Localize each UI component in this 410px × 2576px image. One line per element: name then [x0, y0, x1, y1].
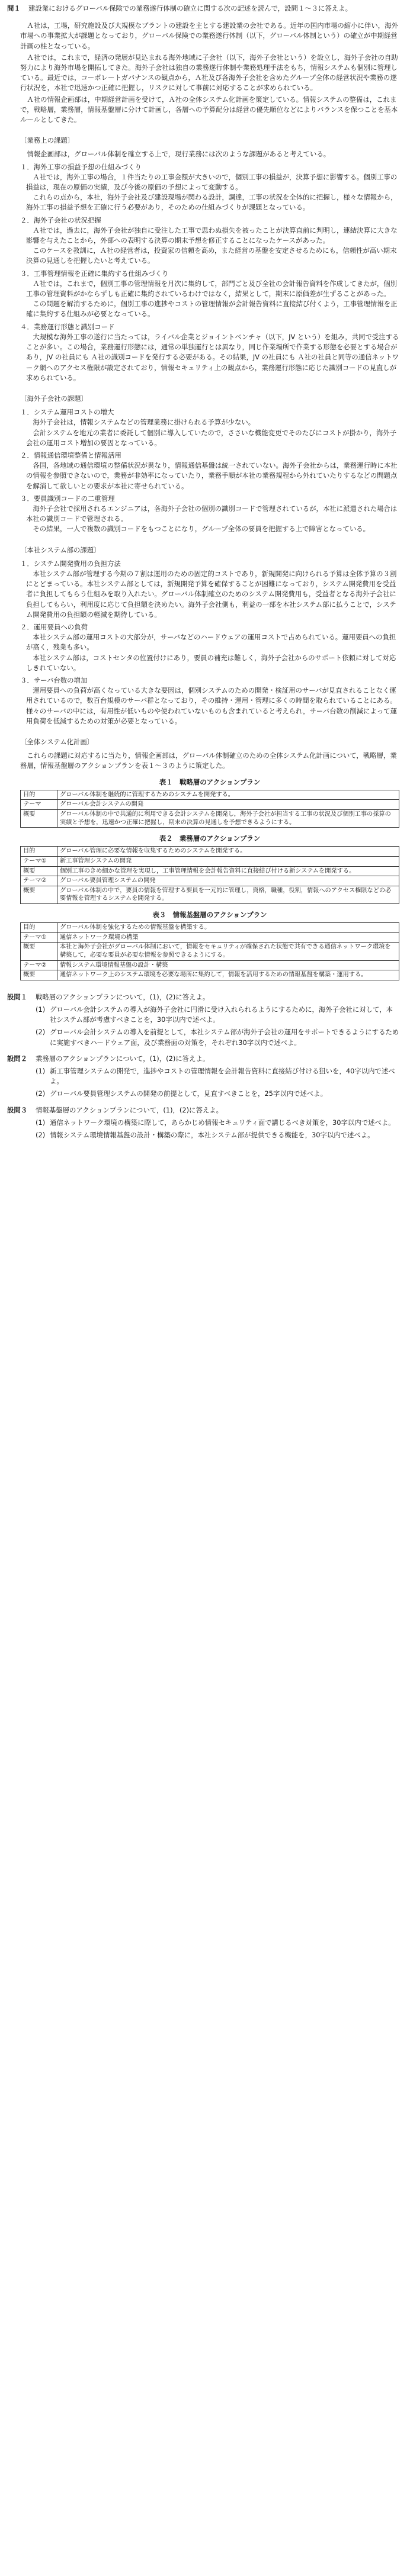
overseas-issue-item-title: ２．情報通信環境整備と情報活用 [20, 451, 121, 459]
setsumon [7, 992, 399, 1002]
intro-paragraph-1: Ａ社は，工場，研究施設及び大規模なプラントの建設を主とする建設業の会社である。近年の国内市場の縮小に伴い，海外市場への事業拡大が課題となっており，グローバル保険での業務遂行体制（以下，グローバル体制という）の確立が中期経営計画の柱となっている。 [20, 21, 398, 50]
table-row [21, 866, 399, 876]
table-row [21, 886, 399, 903]
business-issue-item-paragraph: この問題を解消するために，個別工事の進捗やコストの管理情報が会計報告資料に直接結び付くよう，工事管理情報を正確に集約する仕組みが必要となっている。 [26, 300, 398, 319]
table-row [21, 790, 399, 800]
business-issues-lead-wrap [20, 149, 399, 159]
business-issue-item [20, 216, 399, 266]
hq-issue-item [20, 559, 399, 620]
table-row-head: 目的 [21, 923, 57, 933]
table-row [21, 932, 399, 943]
hq-issue-item-paragraph: 本社システム部の運用コストの大部分が，サーバなどのハードウェアの運用コストで占められている。運用要員への負担が高く，残業も多い。 [26, 633, 396, 652]
setsumon-label: 設問２ [7, 1054, 28, 1063]
section-heading-overseas-issues: 〔海外子会社の課題〕 [20, 394, 88, 403]
table-row-body: グローバル体制を強化するための情報基盤を構築する。 [57, 923, 399, 933]
table-row-head: 概要 [21, 810, 57, 828]
business-issue-item-paragraph: Ａ社では，過去に，海外子会社が独自に受注した工事で思わぬ損失を被ったことが決算直前に判明し，連結決算に大きな影響を与えたことから，外部への表明する決算の期末予想を修正することになったケースがあった。 [26, 226, 398, 245]
intro-block [20, 21, 399, 125]
question-number: 問１ [7, 4, 21, 12]
overseas-issue-item-paragraph: その結果，一人で複数の識別コードをもつことになり，グループ全体の要員を把握する上で障害となっている。 [33, 525, 370, 533]
sub-question-text: 通信ネットワーク環境の構築に際して，あらかじめ情報セキュリティ面で講じるべき対策を，30字以内で述べよ。 [50, 1118, 395, 1127]
table-row-body: 本社と海外子会社がグローバル体制において，情報をセキュリティが確保された状態で共有できる通信ネットワーク環境を構築して，必要な要員が必要な情報を参照できるようにする。 [57, 943, 399, 960]
table-row [21, 856, 399, 866]
table-row [21, 923, 399, 933]
business-issue-item-paragraph: 大規模な海外工事の遂行に当たっては，ライバル企業とジョイントベンチャ（以下，JV という）を組み，共同で受注することが多い。この場合，業務運行形態には，通常の単独運行とは異なり，同じ作業場所で作業する形態を必要とする場合があり，JV の社員にも Ａ社の識別コードを発行する必要がある。その結果，JV の社員にも Ａ社の社員と同等の通信ネットワーク網へのアクセス権限が設定されており，情報セキュリティ上の観点から，業務運行形態に応じた識別コードの見直しが求められている。 [26, 332, 399, 382]
setsumon-text: 業務層のアクションプランについて，(1)，(2)に答えよ。 [36, 1054, 210, 1063]
table-row-head: 概要 [21, 943, 57, 960]
sub-question-number: (1) [36, 1005, 46, 1014]
overall-plan-wrap [20, 751, 399, 771]
table-caption: 表２ 業務層のアクションプラン [159, 834, 261, 843]
setsumon-sub-question [36, 1027, 399, 1047]
sub-question-number: (2) [36, 1028, 46, 1037]
setsumon [7, 1054, 399, 1064]
hq-issue-item-title: １．システム開発費用の負担方法 [20, 559, 121, 568]
business-issue-item-title: １．海外工事の損益予想の仕組みづくり [20, 162, 142, 171]
overseas-issue-item-title: ３．要員識別コードの二重管理 [20, 494, 115, 503]
table-row-head: 概要 [21, 970, 57, 980]
table-row-body: 通信ネットワーク上のシステム環境を必要な場所に集約して，情報を活用するための情報基盤を構築・運用する。 [57, 970, 399, 980]
setsumon-sub-question [36, 1130, 399, 1140]
overseas-issues-list [7, 407, 399, 534]
overseas-issue-item-title: １．システム運用コストの増大 [20, 408, 114, 417]
table-row-head: テーマ① [21, 856, 57, 866]
business-issue-item-paragraph: Ａ社では，これまで，個別工事の管理情報を月次に集約して，部門ごと及び全社の会計報告資料を作成してきたが，個別工事の管理資料がかならずしも正確に集約されているわけではなく，結果として，期末に原価差が生ずることがあった。 [26, 279, 398, 298]
table-row-head: 概要 [21, 866, 57, 876]
table-row-body: グローバル管理に必要な情報を収集するためのシステムを開発する。 [57, 847, 399, 857]
sub-question-text: グローバル会計システムの導入が海外子会社に円滑に受け入れられるようにするために，海外子会社に対して，本社システム部が考慮すべきことを，30字以内で述べよ。 [50, 1005, 393, 1024]
table-row [21, 800, 399, 810]
action-plan-table [20, 846, 399, 904]
action-plan-table [20, 790, 399, 828]
hq-issue-item-paragraph: 本社システム部は，コストセンタの位置付けにあり，要員の補充は難しく，海外子会社からのサポート依頼に対して対応しきれていない。 [26, 653, 396, 672]
business-issues-lead: 情報企画部は，グローバル体制を確立する上で，現行業務には次のような課題があると考えている。 [27, 150, 331, 159]
sub-question-number: (2) [36, 1130, 46, 1139]
table-row-body: 通信ネットワーク環境の構築 [57, 932, 399, 943]
business-issue-item-title: ４．業務運行形態と識別コード [20, 322, 115, 331]
sub-question-number: (1) [36, 1118, 46, 1127]
business-issue-item-title: ２．海外子会社の状況把握 [20, 216, 101, 224]
hq-issue-item-title: ３．サーバ台数の増加 [20, 676, 88, 684]
intro-paragraph-2: Ａ社では，これまで，経済の発展が見込まれる海外地域に子会社（以下，海外子会社という）を設立し，海外子会社の自助努力により海外市場を開拓してきた。海外子会社は独自の業務遂行体制や業務処理手法をもち，情報システムも個別に管理している。最近では，コーポレートガバナンスの観点から，Ａ社及び各海外子会社を含めたグループ全体の経営状況や業務の遂行状況を，本社で迅速かつ正確に把握し，リスクに対して事前に対応することが求められている。 [20, 53, 398, 92]
setsumon-sub-question [36, 1066, 399, 1086]
setsumon [7, 1105, 399, 1115]
hq-issue-item [20, 622, 399, 673]
table-row-head: 目的 [21, 790, 57, 800]
table-row-head: 概要 [21, 886, 57, 903]
table-row [21, 876, 399, 886]
overseas-issue-item-paragraph: 各国，各地域の通信環境の整備状況が異なり，情報通信基盤は統一されていない。海外子会社からは，業務運行時に本社の情報を参照できないので，業務が非効率になっていたり，業務手順が本社の業務規程から外れていたりするなどの問題点を解消して欲しいとの要求が本社に寄せられている。 [26, 461, 398, 490]
business-issue-item-paragraph: これらの点から，本社，海外子会社及び建設現場が関わる設計，調達，工事の状況を全体的に把握し，様々な情報から，海外工事の損益予想を正確に行う必要があり，そのための仕組みづくりが課題となっている。 [26, 193, 398, 212]
table-row-head: テーマ① [21, 932, 57, 943]
table-row-head: テーマ② [21, 876, 57, 886]
table-caption: 表３ 情報基盤層のアクションプラン [152, 910, 267, 919]
hq-issue-item-paragraph: 運用要員への負荷が高くなっている大きな要因は，個別システムのための開発・検証用のサーバが見直されることなく運用されているので，数百台規模のサーバ群となっており，その維持・運用・管理に多くの時間を取られていることにある。様々のサーバの中には，有用性が低いものや使われていないものも含まれていると考えられ，サーバ台数の削減によって運用負荷を低減するための対策が必要となっている。 [26, 686, 398, 725]
table-caption: 表１ 戦略層のアクションプラン [159, 777, 261, 786]
business-issue-item-title: ３．工事管理情報を正確に集約する仕組みづくり [20, 269, 169, 278]
business-issue-item-paragraph: Ａ社では，海外工事の場合，１件当たりの工事金額が大きいので，個別工事の損益が，決算予想に影響する。個別工事の損益は，現在の原価の実績，及び今後の原価の予想によって変動する。 [26, 172, 398, 192]
overall-plan-paragraph: これらの課題に対応するに当たり，情報企画部は，グローバル体制確立のための全体システム化計画について，戦略層，業務層，情報基盤層のアクションプランを表１〜３のように策定した。 [20, 751, 397, 770]
hq-issue-item-paragraph: 本社システム部が管理する今期の７割は運用のための固定的コストであり，新規開発に向けられる予算は全体予算の３割にとどまっている。本社システム部としては，新規開発予算を確保することが困難になっており，システム開発費用を受益者に負担してもらう仕組みを取り入れたい。グローバル体制確立のためのシステム開発費用も，受益者となる海外子会社に負担してもらい，利用度に応じて負担額を決めたい。海外子会社側も，利益の一部を本社システム部に払うことで，システム開発費用の負担額の軽減を期待している。 [26, 569, 397, 619]
table-row-head: テーマ② [21, 960, 57, 970]
setsumon-text: 戦略層のアクションプランについて，(1)，(2)に答えよ。 [36, 992, 210, 1001]
overseas-issue-item-paragraph: 海外子会社で採用されるエンジニアは，各海外子会社の個別の識別コードで管理されているが，本社に派遣された場合は本社の識別コードで管理される。 [26, 504, 398, 523]
table-row-body: グローバル体制の中で，要員の情報を管理する要員を一元的に管理し，資格，職種，役割，情報へのアクセス権限などの必要情報を管理するシステムを開発する。 [57, 886, 399, 903]
table-row-head: 目的 [21, 847, 57, 857]
business-issue-item-paragraph: このケースを教訓に，Ａ社の経営者は，投資家の信頼を高め，また経営の基盤を安定させるためにも，信頼性が高い期末決算の見通しを把握したいと考えている。 [26, 246, 397, 265]
table-row-body: グローバル要員管理システムの開発 [57, 876, 399, 886]
sub-question-number: (2) [36, 1089, 46, 1098]
table-row [21, 810, 399, 828]
overseas-issue-item-paragraph: 海外子会社は，情報システムなどの管理業務に掛けられる予算が少ない。 [33, 418, 255, 427]
table-row [21, 970, 399, 980]
setsumon-text: 情報基盤層のアクションプランについて，(1)，(2)に答えよ。 [36, 1105, 223, 1114]
question-title: 建設業におけるグローバル保険での業務遂行体制の確立に関する次の記述を読んで，設問１〜３に答えよ。 [28, 4, 352, 12]
sub-question-text: グローバル要員管理システムの開発の前提として，見直すべきことを，25字以内で述べよ。 [50, 1089, 327, 1098]
hq-issue-item [20, 676, 399, 726]
business-issue-item [20, 322, 399, 383]
section-heading-hq-issues: 〔本社システム部の課題〕 [20, 545, 101, 554]
table-row-body: 情報システム環境情報基盤の設計・構築 [57, 960, 399, 970]
sub-question-text: 新工事管理システムの開発で，進捗やコストの管理情報を会計報告資料に直接結び付ける狙いを，40字以内で述べよ。 [50, 1066, 395, 1086]
table-row-body: 個別工事のきめ細かな管理を実現し，工事管理情報を会計報告資料に直接結び付ける新システムを開発する。 [57, 866, 399, 876]
setsumon-sub-question [36, 1005, 399, 1025]
table-row [21, 943, 399, 960]
overseas-issue-item [20, 451, 399, 491]
table-row-body: グローバル体制を継続的に管理するためのシステムを開発する。 [57, 790, 399, 800]
setsumon-label: 設問３ [7, 1105, 28, 1114]
sub-question-number: (1) [36, 1066, 46, 1075]
hq-issue-item-title: ２．運用要員への負荷 [20, 622, 88, 631]
business-issue-item [20, 269, 399, 320]
overseas-issue-item-paragraph: 会計システムを地元の業者に委託して個別に導入していたので，ささいな機能変更でそのたびにコストが掛かり，海外子会社の運用コスト増加の要因となっている。 [26, 428, 397, 447]
table-row-head: テーマ [21, 800, 57, 810]
action-plan-table [20, 922, 399, 980]
sub-question-text: 情報システム環境情報基盤の設計・構築の際に，本社システム部が提供できる機能を，30字以内で述べよ。 [50, 1130, 374, 1139]
setsumon-label: 設問１ [7, 992, 28, 1001]
table-row-body: グローバル体制の中で共通的に利用できる会計システムを開発し，海外子会社が担当する工事の状況及び個別工事の採算の実績と予想を，迅速かつ正確に把握し，期末の決算の見通しを予想できるようにする。 [57, 810, 399, 828]
intro-paragraph-3: Ａ社の情報企画部は，中期経営計画を受けて，Ａ社の全体システム化計画を策定している。情報システムの整備は，これまで，戦略層，業務層，情報基盤層に分けて計画し，各層への予算配分は経営の優先順位などによりバランスを保つことを基本ルールとしてきた。 [20, 95, 398, 124]
sub-question-text: グローバル会計システムの導入を前提として，本社システム部が海外子会社の運用をサポートできるようにするために実施すべきハードウェア面，及び業務面の対策を，それぞれ30字以内で述べよ。 [50, 1028, 399, 1047]
setsumon-list [7, 992, 399, 1140]
table-row-body: グローバル会計システムの開発 [57, 800, 399, 810]
section-heading-overall-plan: 〔全体システム化計画〕 [20, 738, 94, 746]
setsumon-sub-question [36, 1118, 399, 1128]
table-row [21, 960, 399, 970]
section-heading-business-issues: 〔業務上の課題〕 [20, 136, 75, 145]
hq-issues-list [7, 559, 399, 726]
business-issue-item [20, 162, 399, 213]
table-row [21, 847, 399, 857]
business-issues-list [7, 162, 399, 383]
overseas-issue-item [20, 494, 399, 535]
action-plan-tables [20, 777, 399, 980]
question-header [7, 4, 399, 14]
overseas-issue-item [20, 407, 399, 448]
table-row-body: 新工事管理システムの開発 [57, 856, 399, 866]
setsumon-sub-question [36, 1089, 399, 1099]
